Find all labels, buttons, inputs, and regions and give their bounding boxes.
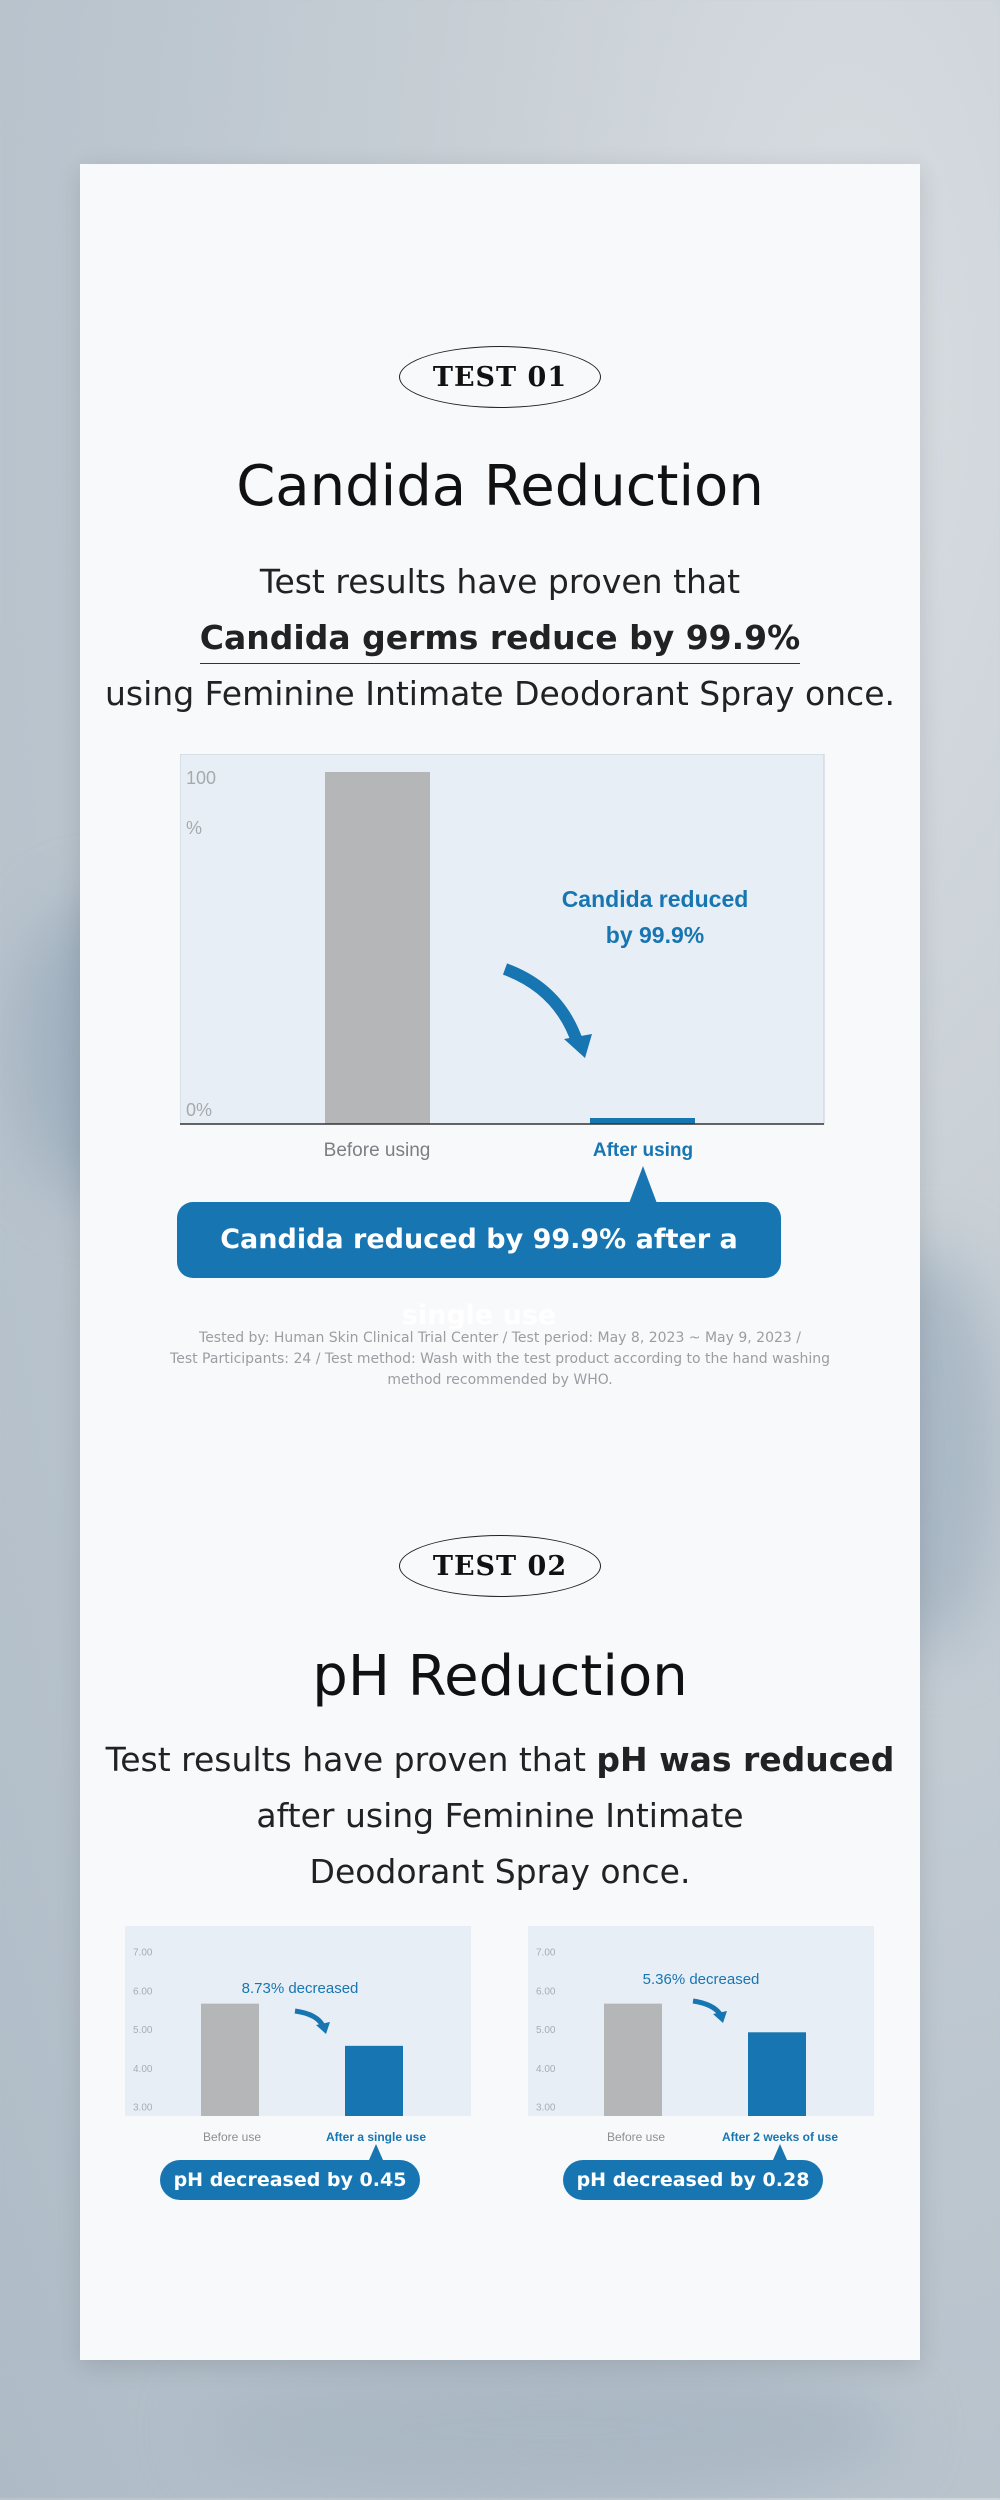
y-tick: 3.00	[133, 2102, 153, 2114]
decrease-label: 8.73% decreased	[241, 1980, 359, 1997]
bar-before-use	[604, 2004, 662, 2116]
footnote-line3: method recommended by WHO.	[387, 1372, 613, 1388]
pill-pointer	[369, 2144, 383, 2160]
ph-pill-left: pH decreased by 0.45	[160, 2160, 420, 2200]
y-tick-100: 100	[186, 768, 217, 788]
y-tick: 6.00	[133, 1986, 153, 1998]
test1-line2-wrap	[80, 610, 920, 666]
ph-chart-single-use	[125, 1926, 475, 2116]
y-tick: 4.00	[536, 2063, 556, 2075]
candida-title: Candida Reduction	[236, 454, 764, 519]
callout-line1: Candida reduced	[561, 886, 749, 912]
chart-panel	[528, 1926, 874, 2116]
footnote-line1: Tested by: Human Skin Clinical Trial Center / Test period: May 8, 2023 ~ May 9, 2023 /	[199, 1330, 801, 1346]
chart-panel	[125, 1926, 471, 2116]
y-tick: 5.00	[133, 2025, 153, 2037]
y-tick: 6.00	[536, 1986, 556, 1998]
test-02-badge: TEST 02	[399, 1535, 601, 1597]
decrease-label: 5.36% decreased	[642, 1971, 760, 1988]
ph-title: pH Reduction	[312, 1644, 688, 1709]
test2-line1	[80, 1732, 920, 1788]
x-label-after: After 2 weeks of use	[721, 2130, 839, 2144]
background-blur	[200, 2360, 900, 2500]
test1-footnote	[170, 1328, 830, 1391]
x-label-before: Before use	[606, 2130, 666, 2144]
y-tick: 7.00	[133, 1947, 153, 1959]
ph-pill-right: pH decreased by 0.28	[563, 2160, 823, 2200]
test2-line3: Deodorant Spray once.	[309, 1852, 691, 1891]
bar-after-two-weeks	[748, 2032, 806, 2116]
y-tick-percent: %	[186, 818, 203, 838]
x-label-after: After a single use	[325, 2130, 427, 2144]
bar-after-single-use	[345, 2046, 403, 2116]
footnote-line2: Test Participants: 24 / Test method: Wash with the test product according to the hand washing	[170, 1351, 830, 1367]
pill-pointer	[773, 2144, 787, 2160]
test1-line1: Test results have proven that	[259, 562, 741, 601]
x-label-before: Before use	[202, 2130, 262, 2144]
test1-line2: Candida germs reduce by 99.9%	[200, 618, 800, 664]
bar-after-using	[590, 1118, 695, 1124]
test2-line2: after using Feminine Intimate	[256, 1796, 744, 1835]
ph-chart-two-weeks	[528, 1926, 878, 2116]
test2-line1-bold: pH was reduced	[596, 1740, 895, 1779]
chart-panel	[180, 754, 824, 1124]
x-label-after: After using	[592, 1140, 694, 1161]
candida-result-pill: Candida reduced by 99.9% after a single use	[177, 1202, 781, 1278]
test1-description	[80, 554, 920, 722]
y-tick: 5.00	[536, 2025, 556, 2037]
test2-description	[80, 1732, 920, 1900]
test1-line3: using Feminine Intimate Deodorant Spray once.	[105, 674, 895, 713]
y-tick: 4.00	[133, 2063, 153, 2075]
bar-before-using	[325, 772, 430, 1124]
test-01-badge: TEST 01	[399, 346, 601, 408]
y-tick-0: 0%	[186, 1100, 213, 1120]
test2-line1-plain: Test results have proven that	[105, 1740, 597, 1779]
x-label-before: Before using	[323, 1140, 431, 1161]
candida-chart	[180, 754, 830, 1174]
content-card	[80, 164, 920, 2360]
pill-pointer	[628, 1166, 658, 1206]
y-tick: 3.00	[536, 2102, 556, 2114]
bar-before-use	[201, 2004, 259, 2116]
y-tick: 7.00	[536, 1947, 556, 1959]
callout-line2: by 99.9%	[605, 922, 705, 948]
